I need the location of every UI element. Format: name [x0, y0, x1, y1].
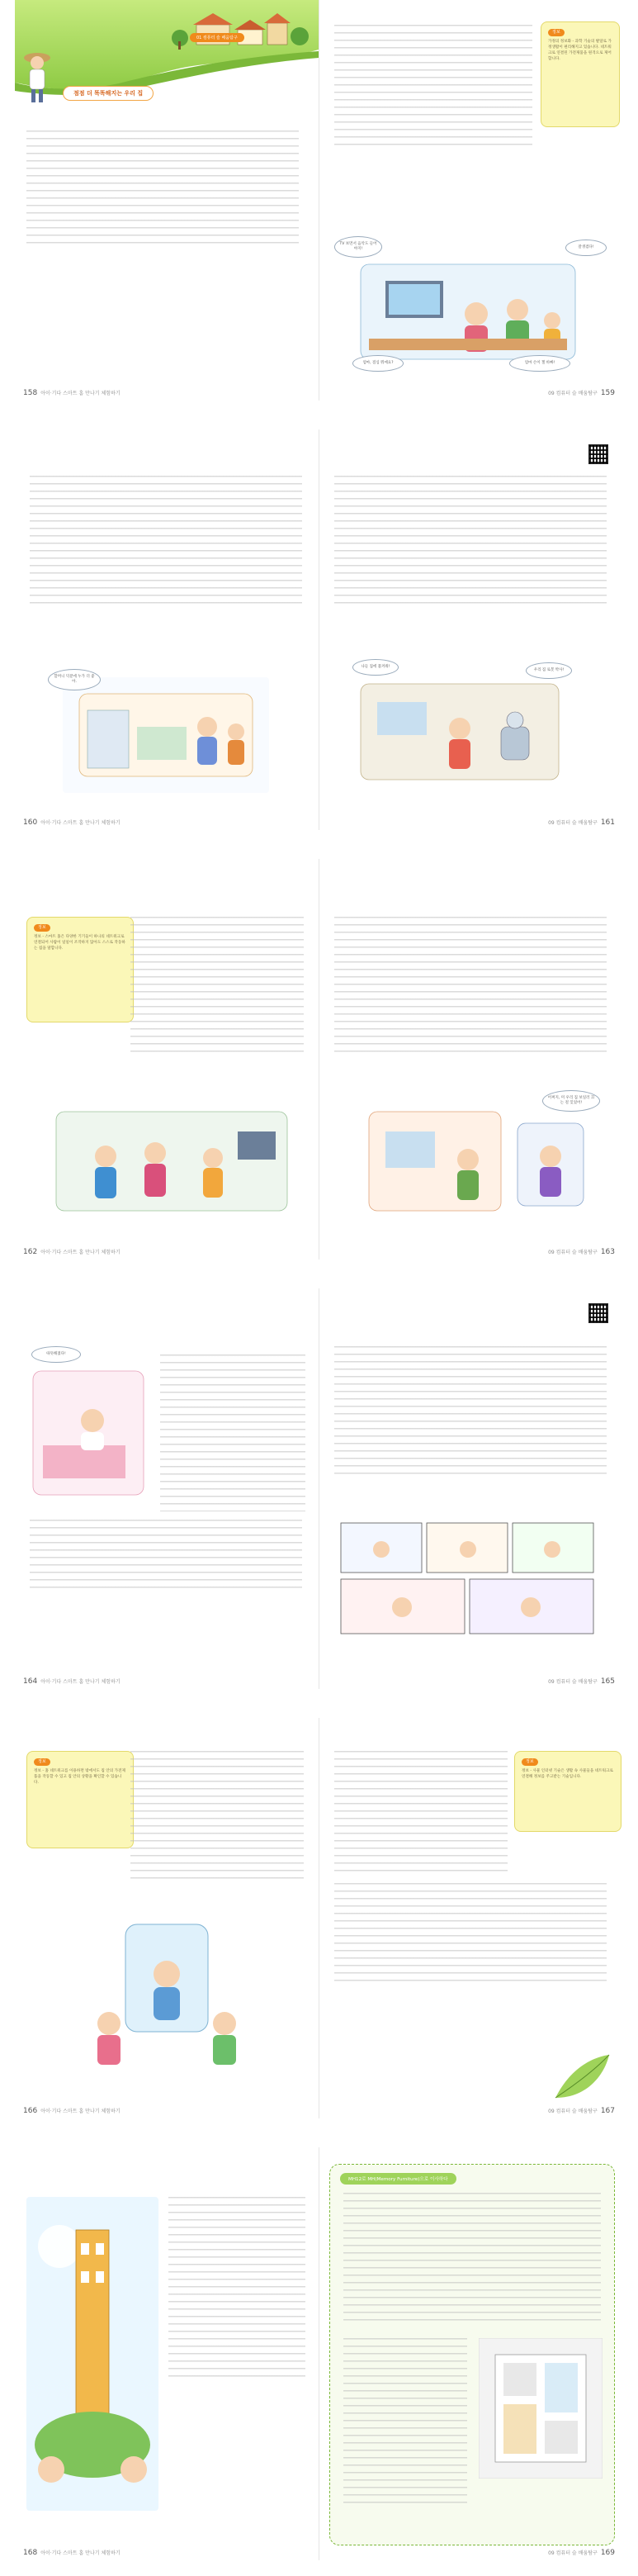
page-161 [319, 429, 623, 830]
comic-panels-illustration [336, 1516, 600, 1640]
page-footer-162: 162 아이·기다 스마트 홈 만나기 체험하기 [23, 1248, 121, 1256]
spread-162-163 [15, 859, 623, 1260]
page-footer-167: 09 컴퓨터 슬 배움탐구 167 [548, 2107, 615, 2115]
page-164 [15, 1288, 319, 1689]
tower-city-illustration [26, 2197, 158, 2511]
page-footer-163: 09 컴퓨터 슬 배움탐구 163 [548, 1248, 615, 1256]
text-lines-164a [160, 1354, 305, 1511]
child-bedroom-illustration [26, 1354, 150, 1511]
text-lines-162 [130, 917, 304, 1057]
page-159 [319, 0, 623, 401]
speech-bubble-8: 어쩌지, 미 우리 집 보일러 끄는 걸 잊었어! [542, 1090, 600, 1112]
side-note-162: 정보 정보 - 스마트 홈은 다양한 기기들이 하나의 네트워크로 연결되어 사람이 일일이 조작하지 않아도 스스로 작동하는 집을 말합니다. [26, 917, 134, 1022]
text-lines-159 [334, 25, 532, 149]
side-note-166: 정보 정보 - 홈 네트워크를 이용하면 밖에서도 집 안의 가전제품을 작동할 수 있고 집 안의 상황을 확인할 수 있습니다. [26, 1751, 134, 1848]
page-160 [15, 429, 319, 830]
chapter-tag: 01 컴퓨터 슬 배움탐구 [190, 33, 244, 42]
info-box-text-2 [343, 2338, 467, 2503]
smart-mirror-illustration [76, 1908, 258, 2073]
page-158 [15, 0, 319, 401]
page-167 [319, 1718, 623, 2118]
text-lines-167a [334, 1751, 508, 1875]
speech-bubble-2: 잘생겼다! [565, 240, 607, 256]
scientist-character [20, 48, 54, 106]
page-footer-160: 160 아이·기다 스마트 홈 만나기 체험하기 [23, 818, 121, 827]
modular-furniture-photo [479, 2338, 603, 2479]
spread-158-159 [15, 0, 623, 401]
page-163 [319, 859, 623, 1260]
speech-bubble-5: 할머니 덕분에 누가 더 좋아. [48, 669, 101, 690]
page-footer-158: 158 아이·기다 스마트 홈 만나기 체험하기 [23, 389, 121, 397]
page-footer-164: 164 아이·기다 스마트 홈 만나기 체험하기 [23, 1677, 121, 1686]
speech-bubble-3: 엄마, 점심 뭐예요? [352, 355, 404, 372]
leaf-decoration-illustration [547, 2048, 613, 2106]
page-footer-168: 168 아이·기다 스마트 홈 만나기 체험하기 [23, 2549, 121, 2557]
page-title: 점점 더 똑똑해지는 우리 집 [63, 86, 154, 101]
qr-code-icon [588, 444, 608, 464]
page-165 [319, 1288, 623, 1689]
text-lines-161 [334, 476, 607, 608]
speech-bubble-9: 따뜻해졌다! [31, 1346, 81, 1363]
side-note-167: 정보 정보 - 사물 인터넷 기술은 생활 속 사물들을 네트워크로 연결해 정보를 주고받는 기술입니다. [514, 1751, 621, 1832]
text-lines-166 [130, 1751, 304, 1883]
text-lines-163 [334, 917, 607, 1057]
page-footer-159: 09 컴퓨터 슬 배움탐구 159 [548, 389, 615, 397]
page-168 [15, 2147, 319, 2560]
speech-bubble-1: TV 보면서 음악도 들어야지! [334, 236, 382, 258]
page-169 [319, 2147, 623, 2560]
spread-166-167 [15, 1718, 623, 2118]
family-living-room-illustration [336, 248, 600, 372]
robot-living-room-illustration [352, 669, 567, 793]
page-footer-161: 09 컴퓨터 슬 배움탐구 161 [548, 818, 615, 827]
bedroom-family-illustration [48, 1098, 295, 1222]
page-footer-166: 166 아이·기다 스마트 홈 만나기 체험하기 [23, 2107, 121, 2115]
remote-control-illustration [361, 1098, 592, 1222]
info-box-text [343, 2193, 601, 2325]
top-banner-illustration [15, 0, 319, 107]
text-lines-164b [30, 1520, 302, 1594]
speech-bubble-7: 우리 집 로봇 박사! [526, 662, 572, 679]
speech-bubble-4: 엄마 손이 젤 바빠! [509, 355, 570, 372]
text-lines-168 [168, 2197, 305, 2379]
spread-168-169 [15, 2147, 623, 2560]
text-lines-158 [26, 130, 299, 246]
kitchen-illustration [63, 677, 269, 793]
spread-160-161 [15, 429, 623, 830]
page-166 [15, 1718, 319, 2118]
info-box-title: MH12로 MH(Memory Furniture)으로 이사하다 [340, 2173, 456, 2185]
page-footer-169: 09 컴퓨터 슬 배움탐구 169 [548, 2549, 615, 2557]
speech-bubble-6: 나들 집에 불켜줘! [352, 659, 399, 676]
text-lines-160 [30, 476, 302, 608]
page-footer-165: 09 컴퓨터 슬 배움탐구 165 [548, 1677, 615, 1686]
spread-164-165 [15, 1288, 623, 1689]
text-lines-165 [334, 1346, 607, 1478]
info-box-169 [329, 2164, 615, 2545]
text-lines-167b [334, 1883, 607, 1982]
side-note-159: 정보 가정의 정보화 - 과학 기술의 발달로 가정생활이 편리해지고 있습니다. 네트워크로 연결된 가전제품을 원격으로 제어합니다. [541, 21, 620, 127]
page-162 [15, 859, 319, 1260]
qr-code-icon [588, 1303, 608, 1323]
